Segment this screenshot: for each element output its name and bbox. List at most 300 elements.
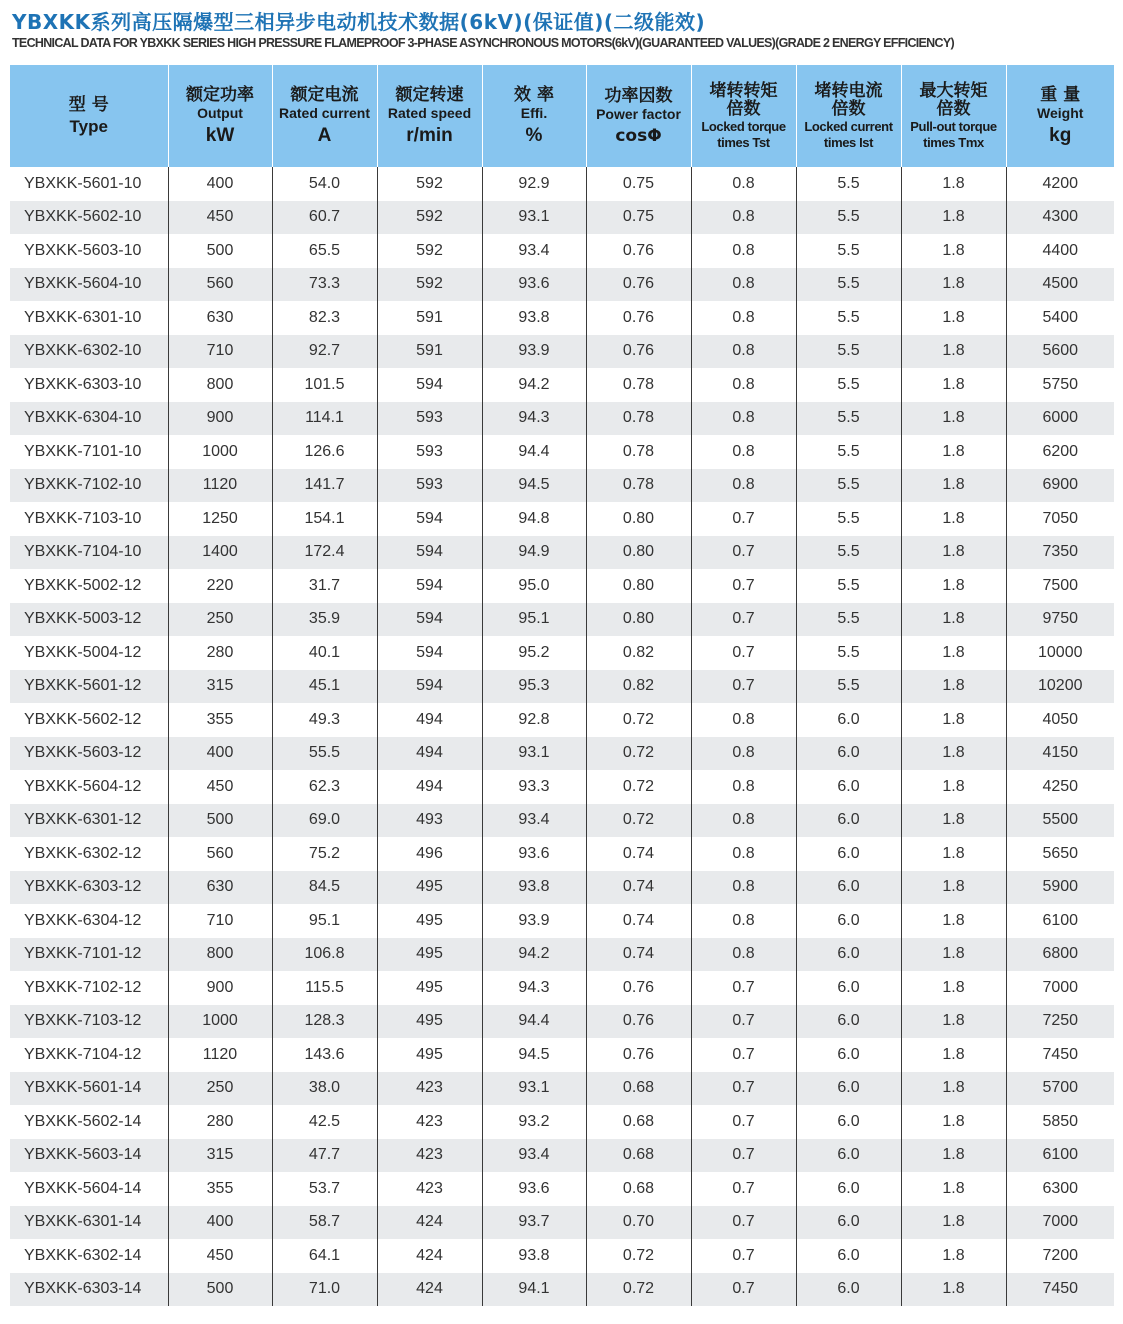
table-row bbox=[10, 335, 1114, 369]
cell-power-factor: 0.82 bbox=[586, 636, 691, 670]
cell-weight: 5500 bbox=[1006, 804, 1114, 838]
cell-output: 630 bbox=[168, 301, 272, 335]
cell-weight: 5700 bbox=[1006, 1072, 1114, 1106]
cell-type: YBXKK-6302-12 bbox=[24, 844, 142, 862]
technical-data-table bbox=[10, 65, 1114, 1306]
cell-output: 800 bbox=[168, 368, 272, 402]
cell-pullout-torque: 1.8 bbox=[901, 1072, 1006, 1106]
cell-output: 1000 bbox=[168, 1005, 272, 1039]
cell-efficiency: 95.1 bbox=[482, 603, 586, 637]
cell-weight: 5900 bbox=[1006, 871, 1114, 905]
cell-output: 400 bbox=[168, 1206, 272, 1240]
cell-current: 84.5 bbox=[272, 871, 377, 905]
cell-speed: 594 bbox=[377, 536, 482, 570]
cell-pullout-torque: 1.8 bbox=[901, 703, 1006, 737]
cell-speed: 423 bbox=[377, 1072, 482, 1106]
cell-current: 128.3 bbox=[272, 1005, 377, 1039]
cell-efficiency: 93.6 bbox=[482, 1172, 586, 1206]
cell-locked-current: 6.0 bbox=[796, 971, 901, 1005]
header-locked-current-cn1: 堵转电流 bbox=[814, 80, 883, 101]
table-row bbox=[10, 1206, 1114, 1240]
cell-power-factor: 0.76 bbox=[586, 1038, 691, 1072]
cell-weight: 6100 bbox=[1006, 1139, 1114, 1173]
cell-efficiency: 93.6 bbox=[482, 837, 586, 871]
cell-locked-torque: 0.7 bbox=[691, 569, 796, 603]
cell-type: YBXKK-7103-10 bbox=[24, 509, 142, 527]
cell-efficiency: 93.2 bbox=[482, 1105, 586, 1139]
header-power-factor bbox=[586, 65, 691, 167]
cell-weight: 4300 bbox=[1006, 201, 1114, 235]
header-power-factor-en: Power factor bbox=[596, 106, 681, 123]
header-power-factor-unit: cosΦ bbox=[615, 125, 662, 146]
cell-current: 53.7 bbox=[272, 1172, 377, 1206]
cell-weight: 10200 bbox=[1006, 670, 1114, 704]
table-row bbox=[10, 1172, 1114, 1206]
table-row bbox=[10, 904, 1114, 938]
cell-current: 31.7 bbox=[272, 569, 377, 603]
cell-speed: 594 bbox=[377, 603, 482, 637]
cell-locked-current: 5.5 bbox=[796, 167, 901, 201]
table-row bbox=[10, 971, 1114, 1005]
cell-output: 800 bbox=[168, 938, 272, 972]
cell-current: 47.7 bbox=[272, 1139, 377, 1173]
cell-output: 355 bbox=[168, 1172, 272, 1206]
cell-weight: 6100 bbox=[1006, 904, 1114, 938]
table-row bbox=[10, 703, 1114, 737]
cell-speed: 423 bbox=[377, 1105, 482, 1139]
table-row bbox=[10, 301, 1114, 335]
table-row bbox=[10, 201, 1114, 235]
cell-type: YBXKK-7101-12 bbox=[10, 938, 168, 972]
cell-weight: 5750 bbox=[1006, 368, 1114, 402]
cell-weight: 7200 bbox=[1006, 1239, 1114, 1273]
cell-pullout-torque: 1.8 bbox=[901, 268, 1006, 302]
cell-output: 1250 bbox=[168, 502, 272, 536]
cell-power-factor: 0.76 bbox=[586, 1005, 691, 1039]
cell-power-factor: 0.78 bbox=[586, 435, 691, 469]
cell-power-factor: 0.72 bbox=[586, 1273, 691, 1307]
cell-efficiency: 93.4 bbox=[482, 1139, 586, 1173]
cell-locked-current: 6.0 bbox=[796, 904, 901, 938]
header-efficiency-en: Effi. bbox=[520, 104, 548, 121]
cell-output: 630 bbox=[168, 871, 272, 905]
cell-speed: 591 bbox=[377, 301, 482, 335]
cell-pullout-torque: 1.8 bbox=[901, 1273, 1006, 1307]
header-locked-current-cn2: 倍数 bbox=[831, 99, 866, 120]
cell-output: 900 bbox=[168, 971, 272, 1005]
cell-efficiency: 95.0 bbox=[482, 569, 586, 603]
header-output bbox=[168, 65, 272, 167]
cell-pullout-torque: 1.8 bbox=[901, 1038, 1006, 1072]
cell-power-factor: 0.74 bbox=[586, 837, 691, 871]
cell-pullout-torque: 1.8 bbox=[901, 1005, 1006, 1039]
cell-weight: 7000 bbox=[1006, 971, 1114, 1005]
cell-speed: 424 bbox=[377, 1206, 482, 1240]
cell-type: YBXKK-5602-14 bbox=[24, 1112, 142, 1130]
cell-locked-current: 5.5 bbox=[796, 435, 901, 469]
cell-power-factor: 0.70 bbox=[586, 1206, 691, 1240]
cell-speed: 594 bbox=[377, 670, 482, 704]
cell-locked-torque: 0.8 bbox=[691, 234, 796, 268]
cell-efficiency: 93.8 bbox=[482, 1239, 586, 1273]
header-speed-en: Rated speed bbox=[387, 104, 472, 121]
cell-output: 450 bbox=[168, 1239, 272, 1273]
cell-weight: 7050 bbox=[1006, 502, 1114, 536]
cell-current: 101.5 bbox=[272, 368, 377, 402]
cell-locked-torque: 0.8 bbox=[691, 201, 796, 235]
table-row bbox=[10, 1005, 1114, 1039]
cell-output: 355 bbox=[168, 703, 272, 737]
cell-efficiency: 94.9 bbox=[482, 536, 586, 570]
cell-speed: 594 bbox=[377, 368, 482, 402]
cell-speed: 494 bbox=[377, 770, 482, 804]
cell-pullout-torque: 1.8 bbox=[901, 871, 1006, 905]
cell-speed: 593 bbox=[377, 435, 482, 469]
header-current-en: Rated current bbox=[278, 104, 371, 121]
cell-power-factor: 0.74 bbox=[586, 871, 691, 905]
table-row bbox=[10, 1105, 1114, 1139]
cell-efficiency: 93.8 bbox=[482, 871, 586, 905]
cell-output: 315 bbox=[168, 670, 272, 704]
header-output-en: Output bbox=[197, 104, 243, 121]
cell-pullout-torque: 1.8 bbox=[901, 301, 1006, 335]
cell-pullout-torque: 1.8 bbox=[901, 469, 1006, 503]
cell-weight: 4200 bbox=[1006, 167, 1114, 201]
cell-power-factor: 0.68 bbox=[586, 1072, 691, 1106]
page-title: YBXKK系列高压隔爆型三相异步电动机技术数据(6kV)(保证值)(二级能效) bbox=[12, 10, 706, 34]
cell-speed: 424 bbox=[377, 1239, 482, 1273]
header-weight-unit: kg bbox=[1049, 124, 1072, 146]
cell-weight: 10000 bbox=[1006, 636, 1114, 670]
cell-locked-torque: 0.8 bbox=[691, 301, 796, 335]
cell-type: YBXKK-5603-14 bbox=[10, 1139, 168, 1173]
cell-speed: 495 bbox=[377, 938, 482, 972]
cell-weight: 6800 bbox=[1006, 938, 1114, 972]
cell-weight: 4250 bbox=[1006, 770, 1114, 804]
table-row bbox=[10, 1239, 1114, 1273]
cell-weight: 7350 bbox=[1006, 536, 1114, 570]
cell-type: YBXKK-5003-12 bbox=[10, 603, 168, 637]
cell-output: 1120 bbox=[168, 1038, 272, 1072]
table-row bbox=[10, 435, 1114, 469]
table-row bbox=[10, 569, 1114, 603]
cell-current: 141.7 bbox=[272, 469, 377, 503]
cell-pullout-torque: 1.8 bbox=[901, 435, 1006, 469]
cell-type: YBXKK-5604-12 bbox=[24, 777, 142, 795]
cell-output: 315 bbox=[168, 1139, 272, 1173]
cell-efficiency: 94.5 bbox=[482, 469, 586, 503]
cell-weight: 7250 bbox=[1006, 1005, 1114, 1039]
cell-weight: 5400 bbox=[1006, 301, 1114, 335]
cell-output: 500 bbox=[168, 234, 272, 268]
cell-output: 450 bbox=[168, 770, 272, 804]
cell-current: 40.1 bbox=[272, 636, 377, 670]
cell-current: 75.2 bbox=[272, 837, 377, 871]
cell-speed: 496 bbox=[377, 837, 482, 871]
cell-pullout-torque: 1.8 bbox=[901, 670, 1006, 704]
cell-efficiency: 94.5 bbox=[482, 1038, 586, 1072]
cell-type: YBXKK-5601-14 bbox=[10, 1072, 168, 1106]
header-efficiency-cn: 效 率 bbox=[514, 84, 554, 105]
cell-current: 92.7 bbox=[272, 335, 377, 369]
cell-pullout-torque: 1.8 bbox=[901, 1105, 1006, 1139]
cell-weight: 4400 bbox=[1006, 234, 1114, 268]
cell-pullout-torque: 1.8 bbox=[901, 804, 1006, 838]
cell-efficiency: 93.7 bbox=[482, 1206, 586, 1240]
cell-power-factor: 0.80 bbox=[586, 502, 691, 536]
header-output-cn: 额定功率 bbox=[186, 84, 254, 105]
cell-efficiency: 93.4 bbox=[482, 234, 586, 268]
cell-efficiency: 94.4 bbox=[482, 435, 586, 469]
cell-power-factor: 0.76 bbox=[586, 301, 691, 335]
cell-current: 62.3 bbox=[272, 770, 377, 804]
cell-output: 1120 bbox=[168, 469, 272, 503]
cell-efficiency: 94.2 bbox=[482, 938, 586, 972]
cell-weight: 5600 bbox=[1006, 335, 1114, 369]
cell-power-factor: 0.72 bbox=[586, 737, 691, 771]
cell-efficiency: 93.9 bbox=[482, 904, 586, 938]
cell-weight: 6300 bbox=[1006, 1172, 1114, 1206]
cell-pullout-torque: 1.8 bbox=[901, 904, 1006, 938]
cell-speed: 495 bbox=[377, 1005, 482, 1039]
header-power-factor-cn: 功率因数 bbox=[604, 85, 673, 106]
cell-output: 280 bbox=[168, 636, 272, 670]
cell-type: YBXKK-6302-10 bbox=[10, 335, 168, 369]
cell-pullout-torque: 1.8 bbox=[901, 402, 1006, 436]
cell-current: 106.8 bbox=[272, 938, 377, 972]
cell-power-factor: 0.76 bbox=[586, 234, 691, 268]
cell-efficiency: 93.1 bbox=[482, 737, 586, 771]
cell-output: 450 bbox=[168, 201, 272, 235]
cell-output: 1400 bbox=[168, 536, 272, 570]
cell-current: 38.0 bbox=[272, 1072, 377, 1106]
cell-weight: 7000 bbox=[1006, 1206, 1114, 1240]
cell-pullout-torque: 1.8 bbox=[901, 1239, 1006, 1273]
table-row bbox=[10, 737, 1114, 771]
cell-locked-current: 6.0 bbox=[796, 1206, 901, 1240]
table-row bbox=[10, 837, 1114, 871]
cell-current: 114.1 bbox=[272, 402, 377, 436]
cell-type: YBXKK-5604-10 bbox=[10, 268, 168, 302]
header-locked-current-en1: Locked current bbox=[804, 119, 893, 135]
cell-pullout-torque: 1.8 bbox=[901, 1172, 1006, 1206]
cell-pullout-torque: 1.8 bbox=[901, 770, 1006, 804]
cell-efficiency: 94.3 bbox=[482, 971, 586, 1005]
cell-power-factor: 0.75 bbox=[586, 201, 691, 235]
cell-weight: 9750 bbox=[1006, 603, 1114, 637]
cell-locked-torque: 0.7 bbox=[691, 1139, 796, 1173]
cell-current: 82.3 bbox=[272, 301, 377, 335]
cell-type: YBXKK-5603-10 bbox=[24, 241, 142, 259]
cell-output: 220 bbox=[168, 569, 272, 603]
cell-weight: 7450 bbox=[1006, 1038, 1114, 1072]
cell-speed: 495 bbox=[377, 971, 482, 1005]
cell-output: 500 bbox=[168, 804, 272, 838]
cell-efficiency: 95.3 bbox=[482, 670, 586, 704]
cell-power-factor: 0.72 bbox=[586, 770, 691, 804]
cell-locked-current: 5.5 bbox=[796, 636, 901, 670]
cell-power-factor: 0.80 bbox=[586, 603, 691, 637]
cell-output: 710 bbox=[168, 335, 272, 369]
table-row bbox=[10, 670, 1114, 704]
cell-type: YBXKK-6304-12 bbox=[24, 911, 142, 929]
cell-type: YBXKK-7104-10 bbox=[10, 536, 168, 570]
cell-power-factor: 0.68 bbox=[586, 1172, 691, 1206]
cell-pullout-torque: 1.8 bbox=[901, 837, 1006, 871]
table-header-row bbox=[10, 65, 1114, 167]
cell-locked-torque: 0.8 bbox=[691, 268, 796, 302]
header-locked-current-en2: times Ist bbox=[823, 134, 874, 150]
cell-current: 58.7 bbox=[272, 1206, 377, 1240]
cell-locked-current: 5.5 bbox=[796, 268, 901, 302]
cell-weight: 4150 bbox=[1006, 737, 1114, 771]
header-pullout-torque-cn2: 倍数 bbox=[936, 99, 971, 120]
cell-locked-current: 6.0 bbox=[796, 1273, 901, 1307]
cell-locked-current: 5.5 bbox=[796, 201, 901, 235]
cell-locked-torque: 0.7 bbox=[691, 1038, 796, 1072]
cell-locked-current: 6.0 bbox=[796, 1239, 901, 1273]
cell-current: 49.3 bbox=[272, 703, 377, 737]
table-row bbox=[10, 268, 1114, 302]
table-row bbox=[10, 502, 1114, 536]
cell-output: 500 bbox=[168, 1273, 272, 1307]
table-row bbox=[10, 469, 1114, 503]
cell-power-factor: 0.80 bbox=[586, 569, 691, 603]
header-type-cn: 型 号 bbox=[68, 94, 109, 115]
cell-locked-torque: 0.8 bbox=[691, 335, 796, 369]
cell-weight: 5850 bbox=[1006, 1105, 1114, 1139]
cell-weight: 4500 bbox=[1006, 268, 1114, 302]
header-weight-cn: 重 量 bbox=[1040, 84, 1081, 105]
cell-locked-torque: 0.8 bbox=[691, 167, 796, 201]
cell-efficiency: 95.2 bbox=[482, 636, 586, 670]
header-locked-torque bbox=[691, 65, 796, 167]
cell-locked-torque: 0.8 bbox=[691, 368, 796, 402]
table-row bbox=[10, 1273, 1114, 1307]
cell-locked-torque: 0.8 bbox=[691, 770, 796, 804]
cell-current: 60.7 bbox=[272, 201, 377, 235]
cell-locked-torque: 0.7 bbox=[691, 1273, 796, 1307]
cell-weight: 7450 bbox=[1006, 1273, 1114, 1307]
table-row bbox=[10, 234, 1114, 268]
table-row bbox=[10, 636, 1114, 670]
cell-current: 172.4 bbox=[272, 536, 377, 570]
cell-speed: 594 bbox=[377, 502, 482, 536]
cell-type: YBXKK-7104-12 bbox=[24, 1045, 142, 1063]
cell-type: YBXKK-5601-12 bbox=[10, 670, 168, 704]
cell-speed: 591 bbox=[377, 335, 482, 369]
table-body bbox=[10, 167, 1114, 1306]
cell-locked-current: 5.5 bbox=[796, 301, 901, 335]
cell-current: 71.0 bbox=[272, 1273, 377, 1307]
cell-locked-torque: 0.7 bbox=[691, 1005, 796, 1039]
cell-locked-torque: 0.7 bbox=[691, 1206, 796, 1240]
cell-output: 1000 bbox=[168, 435, 272, 469]
cell-pullout-torque: 1.8 bbox=[901, 737, 1006, 771]
header-pullout-torque bbox=[901, 65, 1006, 167]
cell-locked-torque: 0.7 bbox=[691, 670, 796, 704]
cell-power-factor: 0.78 bbox=[586, 469, 691, 503]
cell-locked-current: 5.5 bbox=[796, 502, 901, 536]
cell-power-factor: 0.80 bbox=[586, 536, 691, 570]
cell-efficiency: 93.4 bbox=[482, 804, 586, 838]
header-locked-torque-en1: Locked torque bbox=[701, 119, 786, 135]
cell-pullout-torque: 1.8 bbox=[901, 201, 1006, 235]
cell-locked-torque: 0.7 bbox=[691, 502, 796, 536]
cell-efficiency: 94.1 bbox=[482, 1273, 586, 1307]
cell-type: YBXKK-7102-12 bbox=[24, 978, 142, 996]
cell-locked-current: 6.0 bbox=[796, 1105, 901, 1139]
cell-locked-current: 6.0 bbox=[796, 804, 901, 838]
cell-locked-current: 6.0 bbox=[796, 837, 901, 871]
cell-current: 45.1 bbox=[272, 670, 377, 704]
cell-speed: 495 bbox=[377, 904, 482, 938]
header-current-cn: 额定电流 bbox=[290, 84, 359, 105]
cell-speed: 423 bbox=[377, 1139, 482, 1173]
cell-type: YBXKK-5601-10 bbox=[24, 174, 142, 192]
header-speed-unit: r/min bbox=[406, 124, 453, 146]
cell-locked-torque: 0.7 bbox=[691, 971, 796, 1005]
table-row bbox=[10, 1072, 1114, 1106]
cell-current: 54.0 bbox=[272, 167, 377, 201]
cell-weight: 6000 bbox=[1006, 402, 1114, 436]
cell-pullout-torque: 1.8 bbox=[901, 234, 1006, 268]
cell-locked-current: 5.5 bbox=[796, 402, 901, 436]
cell-weight: 6200 bbox=[1006, 435, 1114, 469]
cell-speed: 495 bbox=[377, 871, 482, 905]
cell-output: 560 bbox=[168, 268, 272, 302]
cell-type: YBXKK-5002-12 bbox=[24, 576, 142, 594]
header-type-en: Type bbox=[69, 117, 108, 136]
header-efficiency-unit: % bbox=[525, 124, 543, 146]
cell-weight: 4050 bbox=[1006, 703, 1114, 737]
cell-weight: 7500 bbox=[1006, 569, 1114, 603]
table-row bbox=[10, 603, 1114, 637]
cell-speed: 594 bbox=[377, 636, 482, 670]
cell-type: YBXKK-5602-12 bbox=[24, 710, 142, 728]
cell-speed: 494 bbox=[377, 703, 482, 737]
cell-locked-current: 6.0 bbox=[796, 1005, 901, 1039]
cell-power-factor: 0.82 bbox=[586, 670, 691, 704]
cell-type: YBXKK-6303-12 bbox=[10, 871, 168, 905]
cell-current: 55.5 bbox=[272, 737, 377, 771]
cell-locked-torque: 0.7 bbox=[691, 603, 796, 637]
cell-locked-torque: 0.7 bbox=[691, 1172, 796, 1206]
cell-locked-torque: 0.8 bbox=[691, 938, 796, 972]
cell-power-factor: 0.74 bbox=[586, 904, 691, 938]
table-row bbox=[10, 1038, 1114, 1072]
cell-type: YBXKK-5603-12 bbox=[10, 737, 168, 771]
cell-locked-current: 5.5 bbox=[796, 536, 901, 570]
table-row bbox=[10, 402, 1114, 436]
cell-locked-current: 6.0 bbox=[796, 938, 901, 972]
cell-output: 400 bbox=[168, 737, 272, 771]
cell-efficiency: 93.6 bbox=[482, 268, 586, 302]
cell-current: 69.0 bbox=[272, 804, 377, 838]
cell-pullout-torque: 1.8 bbox=[901, 569, 1006, 603]
cell-locked-torque: 0.8 bbox=[691, 804, 796, 838]
header-pullout-torque-en1: Pull-out torque bbox=[910, 119, 997, 135]
cell-speed: 424 bbox=[377, 1273, 482, 1307]
table-row bbox=[10, 770, 1114, 804]
cell-speed: 592 bbox=[377, 167, 482, 201]
table-row bbox=[10, 804, 1114, 838]
cell-output: 400 bbox=[168, 167, 272, 201]
cell-pullout-torque: 1.8 bbox=[901, 938, 1006, 972]
cell-type: YBXKK-5604-14 bbox=[24, 1179, 142, 1197]
cell-speed: 493 bbox=[377, 804, 482, 838]
cell-weight: 5650 bbox=[1006, 837, 1114, 871]
